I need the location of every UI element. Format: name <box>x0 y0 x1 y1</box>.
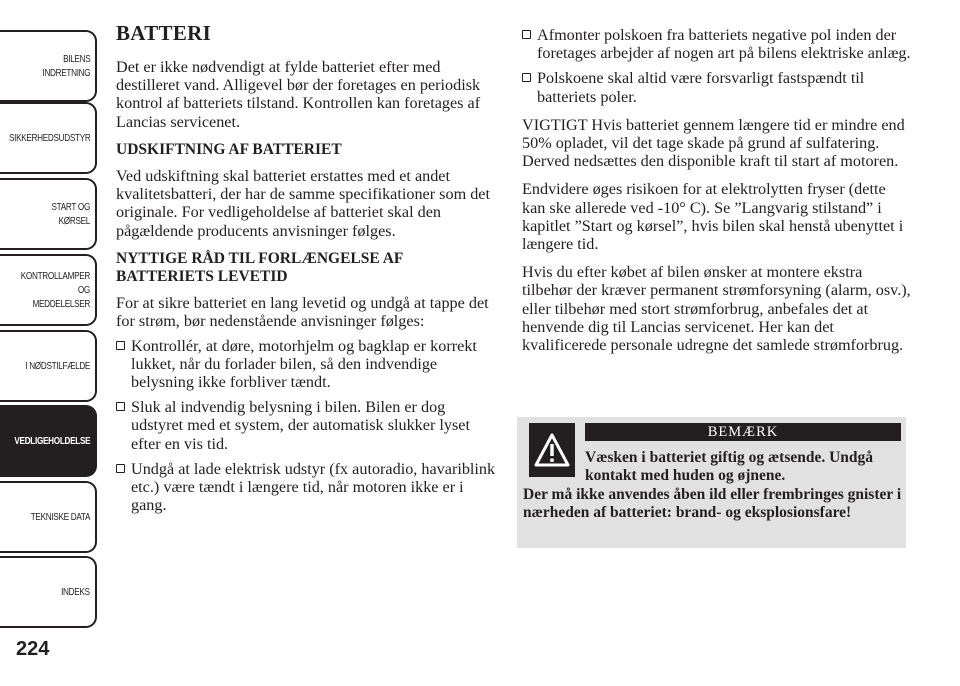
list-item: Afmonter polskoen fra batteriets negative pol inden der foretages arbejder af nogen art på bilens elektriske anlæg. <box>522 26 912 62</box>
right-column <box>522 26 912 364</box>
tab-label: BILENS INDRETNING <box>42 53 90 79</box>
tab-label: INDEKS <box>61 586 90 598</box>
tab-bilens-indretning[interactable] <box>0 30 97 102</box>
left-column <box>116 20 496 522</box>
note-header: BEMÆRK <box>585 423 901 441</box>
tab-label: KONTROLLAMPER OG MEDDELELSER <box>20 270 91 310</box>
list-item: Polskoene skal altid være forsvarligt fastspændt til batteriets poler. <box>522 69 912 105</box>
chapter-tabs <box>0 0 100 640</box>
freeze-paragraph: Endvidere øges risikoen for at elektrolytten fryser (dette kan ske allerede ved -10° C). Se ”Langvarig stilstand” i kapitlet ”Start og kørsel”, hvis bilen skal henstå ubenyttet i længere tid. <box>522 180 904 254</box>
intro-paragraph: Det er ikke nødvendigt at fylde batteriet efter med destilleret vand. Alligevel bør der foretages en periodisk kontrol af batteriets tilstand. Kontrollen kan foretages af Lancias servicenet. <box>116 58 481 131</box>
important-paragraph: VIGTIGT Hvis batteriet gennem længere tid er mindre end 50% opladet, vil det tage skade på grund af sulfatering. Derved nedsættes den disponible kraft til start af motoren. <box>522 115 905 171</box>
section-title: BATTERI <box>116 21 212 45</box>
tab-label: TEKNISKE DATA <box>30 511 90 523</box>
list-item: Sluk al indvendig belysning i bilen. Bilen er dog udstyret med et system, der automatisk slukker lyset efter en vis tid. <box>116 398 496 453</box>
tab-label: I NØDSTILFÆLDE <box>25 360 90 372</box>
tips-heading: NYTTIGE RÅD TIL FORLÆNGELSE AF BATTERIETS LEVETID <box>116 249 403 286</box>
accessory-paragraph: Hvis du efter købet af bilen ønsker at montere ekstra tilbehør der kræver permanent strømforsyning (alarm, osv.), eller tilbehør med stort strømforbrug, anbefales det at henvende dig til Lancias servicenet. Her kan det kvalificerede personale udregne det samlede strømforbrug. <box>522 263 911 355</box>
note-box <box>517 417 906 548</box>
tips-list <box>116 337 496 515</box>
tab-start-og-korsel[interactable] <box>0 178 97 250</box>
tab-sikkerhedsudstyr[interactable] <box>0 102 97 174</box>
page-number: 224 <box>16 638 50 660</box>
replace-paragraph: Ved udskiftning skal batteriet erstattes med et andet kvalitetsbatteri, der har de samme specifikationer som det originale. For vedligeholdelse af batteriet skal den pågældende producents anvisninger følges. <box>116 167 490 240</box>
replace-heading: UDSKIFTNING AF BATTERIET <box>116 140 342 158</box>
tips-paragraph: For at sikre batteriet en lang levetid og undgå at tappe det for strøm, bør nedenstående anvisninger følges: <box>116 294 489 331</box>
tab-label: START OG KØRSEL <box>51 201 90 227</box>
tab-label: VEDLIGEHOLDELSE <box>14 435 90 447</box>
list-item: Undgå at lade elektrisk udstyr (fx autoradio, havariblink etc.) være tændt i længere tid, når motoren ikke er i gang. <box>116 460 496 515</box>
note-body: Der må ikke anvendes åben ild eller frembringes gnister i nærheden af batteriet: brand- og eksplosionsfare! <box>523 485 902 522</box>
tab-kontrollamper[interactable] <box>0 254 97 326</box>
list-item: Kontrollér, at døre, motorhjelm og bagklap er korrekt lukket, når du forlader bilen, så den indvendige belysning ikke forbliver tændt. <box>116 337 496 392</box>
note-text <box>523 449 903 523</box>
tab-label: SIKKERHEDSUDSTYR <box>8 132 90 144</box>
pole-list <box>522 26 912 106</box>
tab-indeks[interactable] <box>0 556 97 628</box>
tab-vedligeholdelse[interactable] <box>0 405 97 477</box>
note-lead: Væsken i batteriet giftig og ætsende. Undgå kontakt med huden og øjnene. <box>585 449 874 485</box>
tab-tekniske-data[interactable] <box>0 481 97 553</box>
tab-i-nodstilfaelde[interactable] <box>0 330 97 402</box>
